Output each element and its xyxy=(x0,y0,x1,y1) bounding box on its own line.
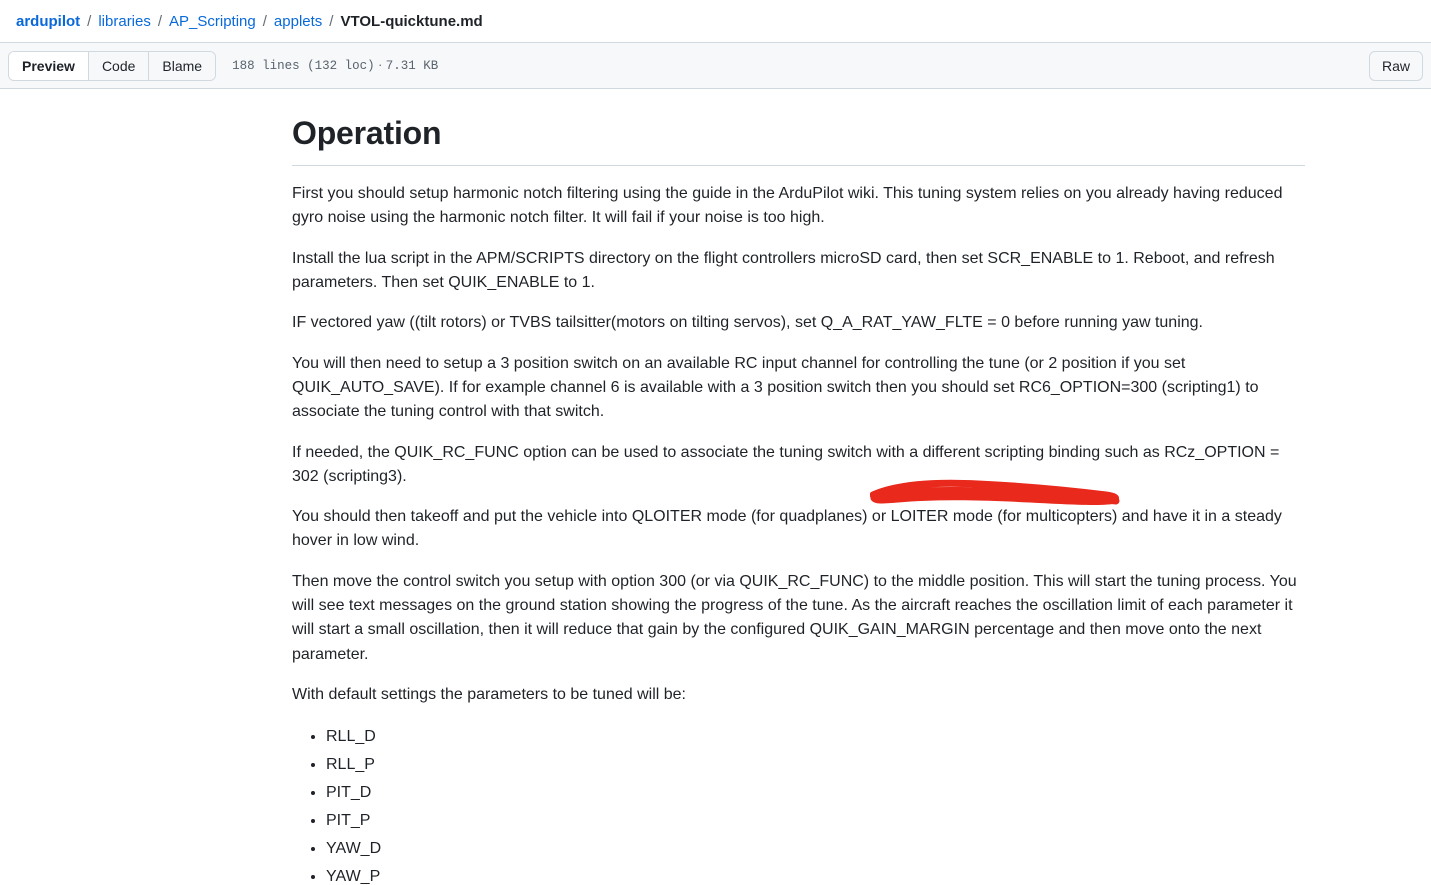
breadcrumb-separator: / xyxy=(262,12,267,30)
breadcrumb-item-applets[interactable]: applets xyxy=(273,12,323,30)
tab-code[interactable]: Code xyxy=(89,52,149,80)
list-item: • YAW_D xyxy=(326,835,1305,863)
list-item: • RLL_P xyxy=(326,751,1305,779)
tab-blame[interactable]: Blame xyxy=(149,52,215,80)
breadcrumb xyxy=(0,0,1431,42)
list-item: • RLL_D xyxy=(326,723,1305,751)
paragraph-harmonic-notch: First you should setup harmonic notch filtering using the guide in the ArduPilot wiki. This tuning system relies on you already having reduced gyro noise using the harmonic notch filter. It will fail if your noise is too high. xyxy=(292,185,1283,227)
breadcrumb-item-libraries[interactable]: libraries xyxy=(98,12,151,30)
file-stats xyxy=(232,58,438,73)
breadcrumb-item-ap-scripting[interactable]: AP_Scripting xyxy=(169,12,256,30)
paragraph-default-params: With default settings the parameters to be tuned will be: xyxy=(292,686,686,703)
breadcrumb-separator: / xyxy=(87,12,92,30)
list-item: • YAW_P xyxy=(326,863,1305,885)
raw-button[interactable]: Raw xyxy=(1369,51,1423,81)
document-scroll-area[interactable] xyxy=(0,89,1431,885)
breadcrumb-separator: / xyxy=(329,12,334,30)
paragraph-rc-func: If needed, the QUIK_RC_FUNC option can be used to associate the tuning switch with a different scripting binding such as RCz_OPTION = 302 (scripting3). xyxy=(292,443,1280,485)
page-title: Operation xyxy=(292,113,1305,166)
breadcrumb-item-ardupilot[interactable]: ardupilot xyxy=(16,12,81,30)
breadcrumb-separator: / xyxy=(157,12,163,30)
view-mode-tabs xyxy=(8,51,216,81)
file-toolbar xyxy=(0,42,1431,89)
paragraph-switch-setup: You will then need to setup a 3 position switch on an available RC input channel for controlling the tune (or 2 position if you set QUIK_AUTO_SAVE). If for example channel 6 is available with a 3 position switch then you should set RC6_OPTION=300 (scripting1) to associate the tuning control with that switch. xyxy=(292,354,1259,421)
parameter-list xyxy=(292,723,1305,885)
paragraph-tuning-process: Then move the control switch you setup with option 300 (or via QUIK_RC_FUNC) to the middle position. This will start the tuning process. You will see text messages on the ground station showing the progress of the tune. As the aircraft reaches the oscillation limit of each parameter it will start a small oscillation, then it will reduce that gain by the configured QUIK_GAIN_MARGIN percentage and then move onto the next parameter. xyxy=(292,572,1297,663)
paragraph-install-script: Install the lua script in the APM/SCRIPTS directory on the flight controllers microSD card, then set SCR_ENABLE to 1. Reboot, and refresh parameters. Then set QUIK_ENABLE to 1. xyxy=(292,249,1275,291)
list-item: • PIT_D xyxy=(326,779,1305,807)
paragraph-vectored-yaw: IF vectored yaw ((tilt rotors) or TVBS tailsitter(motors on tilting servos), set Q_A_RAT_YAW_FLTE = 0 before running yaw tuning. xyxy=(292,314,1203,332)
file-line-count: 188 lines (132 loc) xyxy=(232,59,375,73)
breadcrumb-current-file: VTOL-quicktune.md xyxy=(340,12,483,30)
file-size: 7.31 KB xyxy=(385,59,439,73)
markdown-document xyxy=(292,89,1305,885)
file-stats-separator: · xyxy=(374,58,386,72)
tab-preview[interactable]: Preview xyxy=(9,52,89,80)
list-item: • PIT_P xyxy=(326,807,1305,835)
paragraph-takeoff-mode: You should then takeoff and put the vehicle into QLOITER mode (for quadplanes) or LOITER mode (for multicopters) and have it in a steady hover in low wind. xyxy=(292,508,1282,550)
